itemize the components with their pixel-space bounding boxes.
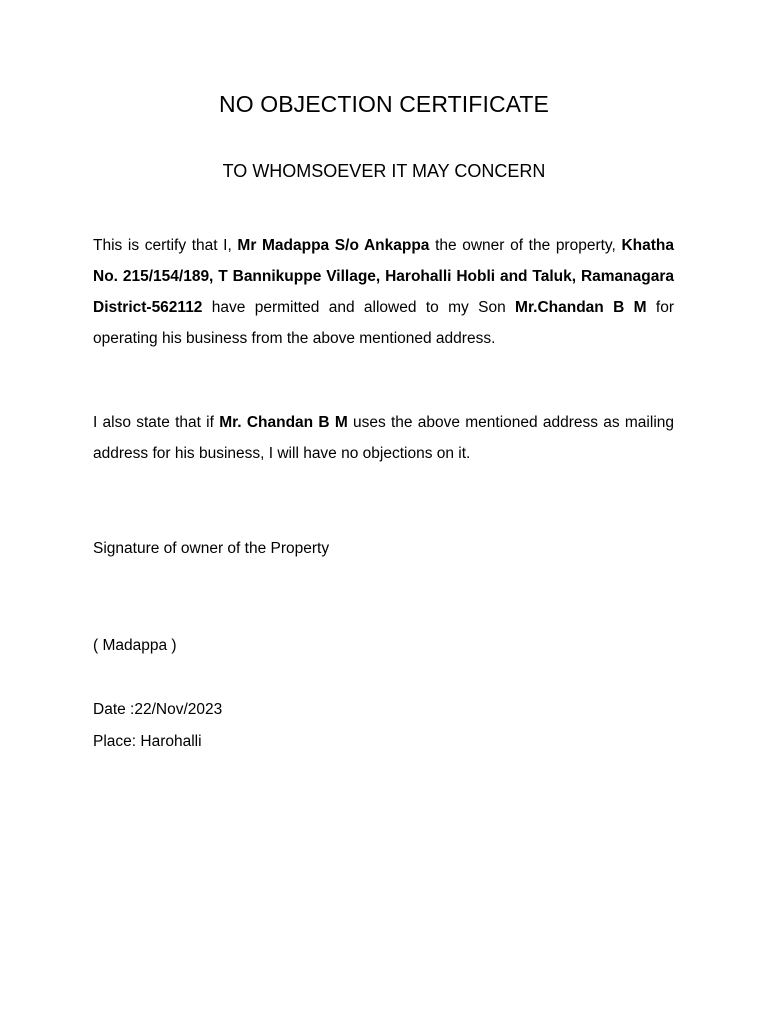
- certificate-title: NO OBJECTION CERTIFICATE: [219, 91, 549, 117]
- date-line: Date :22/Nov/2023: [93, 701, 223, 718]
- son-name-bold-2: Mr. Chandan B M: [219, 414, 348, 431]
- paragraph1-text-1: This is certify that I,: [93, 237, 238, 254]
- paragraph-permission: [93, 230, 674, 354]
- property-address-bold: Khatha No. 215/154/189, T Bannikuppe Village, Harohalli Hobli and Taluk, Ramanagara District-562112: [93, 237, 675, 316]
- owner-name-bold: Mr Madappa S/o Ankappa: [237, 237, 430, 254]
- paragraph1-text-2: the owner of the property,: [429, 237, 622, 254]
- paragraph-mailing-address: [93, 407, 674, 469]
- certificate-subtitle: TO WHOMSOEVER IT MAY CONCERN: [222, 161, 546, 181]
- paragraph1-text-3: have permitted and allowed to my Son: [202, 299, 516, 316]
- paragraph1-text-4: for operating his business from the above mentioned address.: [93, 299, 674, 347]
- place-line: Place: Harohalli: [93, 733, 202, 750]
- signature-label: Signature of owner of the Property: [93, 540, 330, 557]
- paragraph2-text-1: I also state that if: [93, 414, 220, 431]
- paragraph2-text-2: uses the above mentioned address as mailing address for his business, I will have no objections on it.: [93, 414, 674, 462]
- owner-name-signature: ( Madappa ): [93, 637, 177, 654]
- son-name-bold: Mr.Chandan B M: [515, 299, 647, 316]
